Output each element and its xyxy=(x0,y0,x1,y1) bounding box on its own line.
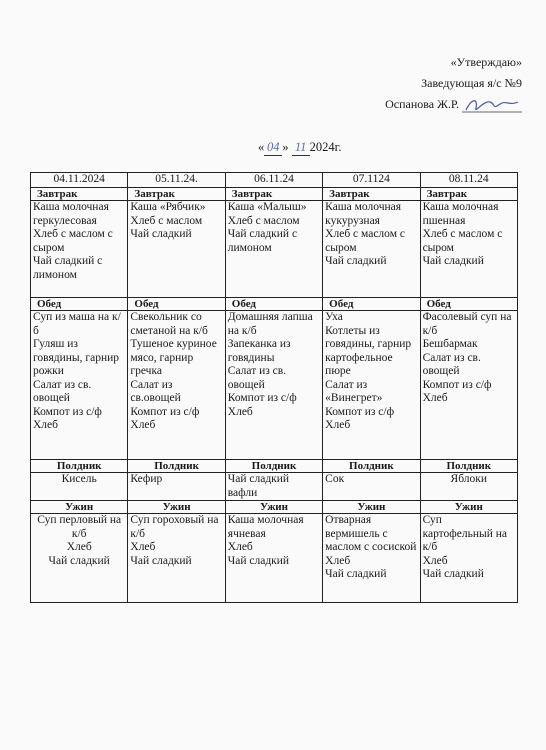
breakfast-cell: Каша «Малыш» Хлеб с маслом Чай сладкий с лимоном xyxy=(225,201,322,298)
breakfast-header: Завтрак xyxy=(128,188,225,201)
breakfast-cell: Каша «Рябчик» Хлеб с маслом Чай сладкий xyxy=(128,201,225,298)
breakfast-cell: Каша молочная геркулесовая Хлеб с маслом с сыром Чай сладкий с лимоном xyxy=(31,201,128,298)
lunch-cell: Домашняя лапша на к/б Запеканка из говядины Салат из св. овощей Компот из с/ф Хлеб xyxy=(225,311,322,460)
dinner-header: Ужин xyxy=(31,501,128,514)
snack-cell: Сок xyxy=(323,473,420,501)
approval-name: Оспанова Ж.Р. xyxy=(385,97,459,111)
breakfast-header: Завтрак xyxy=(323,188,420,201)
lunch-cell: Свекольник со сметаной на к/б Тушеное куриное мясо, гарнир гречка Салат из св.овощей Компот из с/ф Хлеб xyxy=(128,311,225,460)
date-cell: 08.11.24 xyxy=(420,173,517,188)
snack-cell: Кисель xyxy=(31,473,128,501)
snack-cell: Яблоки xyxy=(420,473,517,501)
date-day: 04 xyxy=(264,140,282,156)
dinner-cell: Суп гороховый на к/б Хлеб Чай сладкий xyxy=(128,514,225,603)
breakfast-header: Завтрак xyxy=(420,188,517,201)
lunch-header: Обед xyxy=(420,298,517,311)
snack-cell: Кефир xyxy=(128,473,225,501)
breakfast-header: Завтрак xyxy=(225,188,322,201)
dates-row xyxy=(31,173,518,188)
lunch-header: Обед xyxy=(31,298,128,311)
date-cell: 04.11.2024 xyxy=(31,173,128,188)
lunch-cell: Фасолевый суп на к/б Бешбармак Салат из св. овощей Компот из с/ф Хлеб xyxy=(420,311,517,460)
date-cell: 06.11.24 xyxy=(225,173,322,188)
menu-table xyxy=(30,172,518,603)
snack-header: Полдник xyxy=(128,460,225,473)
dinner-header-row xyxy=(31,501,518,514)
snack-row xyxy=(31,473,518,501)
lunch-header: Обед xyxy=(323,298,420,311)
date-cell: 07.1124 xyxy=(323,173,420,188)
breakfast-cell: Каша молочная кукурузная Хлеб с маслом с сыром Чай сладкий xyxy=(323,201,420,298)
dinner-header: Ужин xyxy=(420,501,517,514)
approval-position: Заведующая я/с №9 xyxy=(421,76,522,90)
snack-cell: Чай сладкий вафли xyxy=(225,473,322,501)
lunch-cell: Уха Котлеты из говядины, гарнир картофельное пюре Салат из «Винегрет» Компот из с/ф Хлеб xyxy=(323,311,420,460)
date-cell: 05.11.24. xyxy=(128,173,225,188)
dinner-cell: Отварная вермишель с маслом с сосиской Хлеб Чай сладкий xyxy=(323,514,420,603)
snack-header-row xyxy=(31,460,518,473)
snack-header: Полдник xyxy=(420,460,517,473)
snack-header: Полдник xyxy=(225,460,322,473)
breakfast-header: Завтрак xyxy=(31,188,128,201)
dinner-header: Ужин xyxy=(323,501,420,514)
approval-name-line xyxy=(385,94,522,115)
dinner-header: Ужин xyxy=(225,501,322,514)
approval-date: « 04 » 11 2024г. xyxy=(258,140,342,154)
dinner-cell: Каша молочная ячневая Хлеб Чай сладкий xyxy=(225,514,322,603)
breakfast-cell: Каша молочная пшенная Хлеб с маслом с сыром Чай сладкий xyxy=(420,201,517,298)
approval-block xyxy=(385,52,522,115)
lunch-row xyxy=(31,311,518,460)
snack-header: Полдник xyxy=(323,460,420,473)
dinner-cell: Суп картофельный на к/б Хлеб Чай сладкий xyxy=(420,514,517,603)
lunch-cell: Суп из маша на к/б Гуляш из говядины, гарнир рожки Салат из св. овощей Компот из с/ф Хлеб xyxy=(31,311,128,460)
breakfast-header-row xyxy=(31,188,518,201)
lunch-header-row xyxy=(31,298,518,311)
dinner-header: Ужин xyxy=(128,501,225,514)
date-year: 2024г. xyxy=(309,140,342,154)
approval-title: «Утверждаю» xyxy=(450,55,522,69)
dinner-row xyxy=(31,514,518,603)
lunch-header: Обед xyxy=(225,298,322,311)
signature-icon xyxy=(462,96,522,114)
dinner-cell: Суп перловый на к/б Хлеб Чай сладкий xyxy=(31,514,128,603)
date-month: 11 xyxy=(292,140,310,156)
breakfast-row xyxy=(31,201,518,298)
lunch-header: Обед xyxy=(128,298,225,311)
snack-header: Полдник xyxy=(31,460,128,473)
